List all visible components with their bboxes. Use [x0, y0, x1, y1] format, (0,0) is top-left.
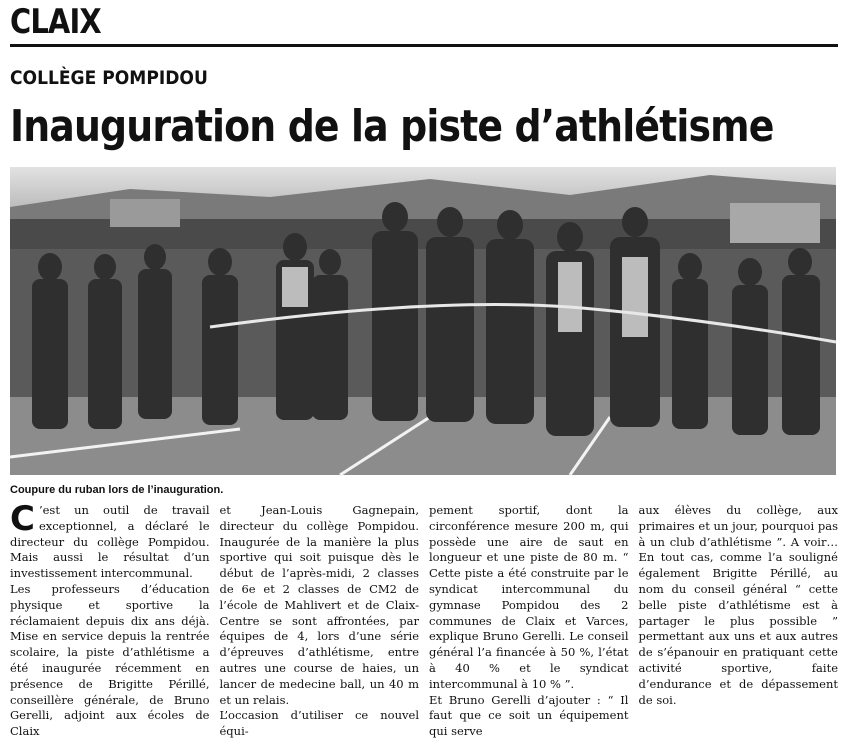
photo-illustration	[10, 167, 836, 475]
drop-cap: C	[10, 499, 35, 539]
article-paragraph: Et Bruno Gerelli d’ajouter : “ Il faut que ce soit un équipement qui serve	[429, 692, 629, 739]
article-column-1	[10, 499, 210, 739]
article-text: ’est un outil de travail exceptionnel, a déclaré le directeur du collège Pompidou. Mais aussi le résultat d’un investissement intercommunal.	[10, 503, 210, 581]
article-paragraph: et Jean-Louis Gagnepain, directeur du collège Pompidou. Inaugurée de la manière la plus sportive qui soit puisque dès le début de l’après-midi, 2 classes de 6e et 2 classes de CM2 de l’école de Mahlivert et de Claix-Centre se sont affrontées, par équipes de 4, lors d’une série d’épreuves d’athlétisme, entre autres une course de haies, un lancer de medecine ball, un 40 m et un relais.	[219, 503, 419, 707]
article-paragraph: pement sportif, dont la circonférence mesure 200 m, qui possède une aire de saut en longueur et une piste de 80 m. “ Cette piste a été construite par le syndicat intercommunal du gymnase Pompidou des 2 communes de Claix et Varces, explique Bruno Gerelli. Le conseil général l’a financée à 50 %, l’état à 40 % et le syndicat intercommunal à 10 % ”.	[429, 503, 629, 691]
headline: Inauguration de la piste d’athlétisme	[10, 101, 774, 152]
article-column-3	[429, 503, 629, 739]
article-paragraph: Les professeurs d’éducation physique et sportive la réclamaient depuis dix ans déjà. Mise en service depuis la rentrée scolaire, la piste d’athlétisme a été inaugurée récemment en présence de Brigitte Périllé, conseillère générale, de Bruno Gerelli, adjoint aux écoles de Claix	[10, 581, 210, 739]
photo-caption: Coupure du ruban lors de l’inauguration.	[10, 484, 224, 496]
news-photo	[10, 167, 836, 475]
article-paragraph	[10, 499, 210, 582]
article-paragraph: aux élèves du collège, aux primaires et un jour, pourquoi pas à un club d’athlétisme ”. A voir… En tout cas, comme l’a souligné également Brigitte Périllé, au nom du conseil général “ cette belle piste d’athlétisme est à partager le plus possible ” permettant aux uns et aux autres de s’épanouir en pratiquant cette activité sportive, faite d’endurance et de dépassement de soi.	[638, 503, 838, 707]
article-body	[10, 499, 838, 739]
article-paragraph: L’occasion d’utiliser ce nouvel équi-	[219, 708, 419, 739]
article-column-4	[638, 503, 839, 707]
article-column-2	[219, 503, 420, 739]
kicker: COLLÈGE POMPIDOU	[10, 67, 208, 89]
section-title: CLAIX	[10, 2, 101, 42]
header-rule	[10, 44, 838, 47]
